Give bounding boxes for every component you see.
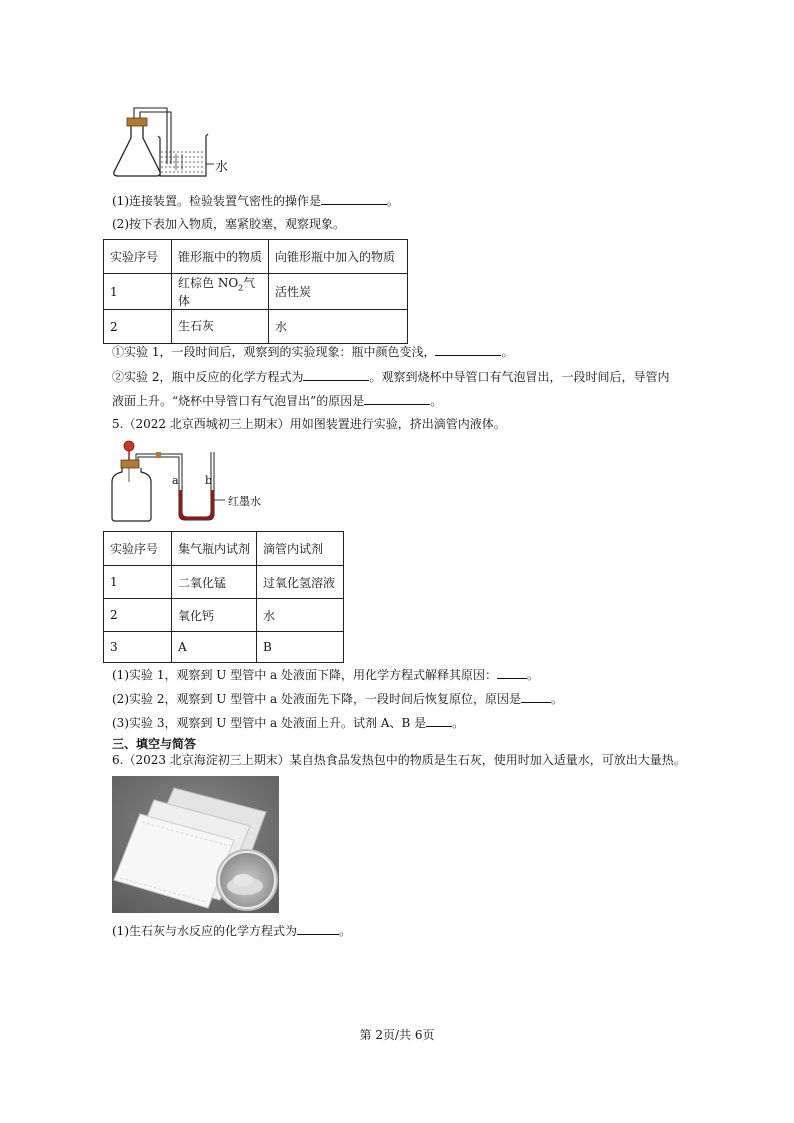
q5-table — [103, 531, 344, 663]
answer-blank[interactable] — [435, 343, 501, 356]
q6-stem: 6.（2023 北京海淀初三上期末）某自热食品发热包中的物质是生石灰，使用时加入适量水，可放出大量热。 — [112, 753, 686, 767]
answer-blank[interactable] — [426, 714, 452, 727]
table-row: 1 二氧化锰 过氧化氢溶液 — [104, 566, 344, 599]
q4-sub2-cont: 液面上升。“烧杯中导管口有气泡冒出”的原因是 。 — [112, 394, 443, 408]
heating-pack-photo — [112, 776, 279, 913]
answer-blank[interactable] — [521, 690, 551, 703]
table-header: 实验序号 — [104, 240, 172, 274]
table-header: 向锥形瓶中加入的物质 — [269, 240, 408, 274]
answer-blank[interactable] — [303, 368, 369, 381]
q5-part2: (2)实验 2，观察到 U 型管中 a 处液面先下降，一段时间后恢复原位，原因是 。 — [112, 692, 563, 706]
table-row: 1 红棕色 $NO_2$气体 活性炭 — [104, 274, 408, 310]
q4-part2: (2)按下表加入物质，塞紧胶塞，观察现象。 — [112, 217, 345, 231]
q5-part1: (1)实验 1，观察到 U 型管中 a 处液面下降，用化学方程式解释其原因： 。 — [112, 668, 539, 682]
q4-table — [103, 239, 408, 344]
answer-blank[interactable] — [364, 392, 430, 405]
table-header: 滴管内试剂 — [257, 532, 344, 566]
water-label: 水 — [215, 160, 229, 175]
answer-blank[interactable] — [321, 192, 387, 205]
label-b: b — [205, 474, 213, 487]
q4-sub2: ②实验 2，瓶中反应的化学方程式为 。观察到烧杯中导管口有气泡冒出，一段时间后，导管内 — [112, 370, 670, 384]
q4-sub1: ①实验 1，一段时间后，观察到的实验现象：瓶中颜色变浅， 。 — [112, 345, 514, 359]
answer-blank[interactable] — [497, 666, 527, 679]
answer-blank[interactable] — [297, 922, 339, 935]
page-footer: 第 2页/共 6页 — [359, 1028, 435, 1042]
table-header: 锥形瓶中的物质 — [172, 240, 269, 274]
red-ink-label: 红墨水 — [228, 495, 261, 508]
table-header: 集气瓶内试剂 — [172, 532, 257, 566]
table-header: 实验序号 — [104, 532, 172, 566]
q4-part1: (1)连接装置。检验装置气密性的操作是 。 — [112, 194, 400, 208]
q6-part1: (1)生石灰与水反应的化学方程式为 。 — [112, 924, 352, 938]
table-row: 2 氧化钙 水 — [104, 599, 344, 632]
section-heading: 三、填空与简答 — [112, 737, 197, 751]
q5-stem: 5.（2022 北京西城初三上期末）用如图装置进行实验，挤出滴管内液体。 — [112, 417, 506, 431]
u-tube-apparatus-figure — [110, 438, 250, 524]
label-a: a — [172, 474, 179, 487]
table-row: 3 A B — [104, 632, 344, 663]
q5-part3: (3)实验 3，观察到 U 型管中 a 处液面上升。试剂 A、B 是 。 — [112, 716, 465, 730]
table-row: 2 生石灰 水 — [104, 310, 408, 344]
